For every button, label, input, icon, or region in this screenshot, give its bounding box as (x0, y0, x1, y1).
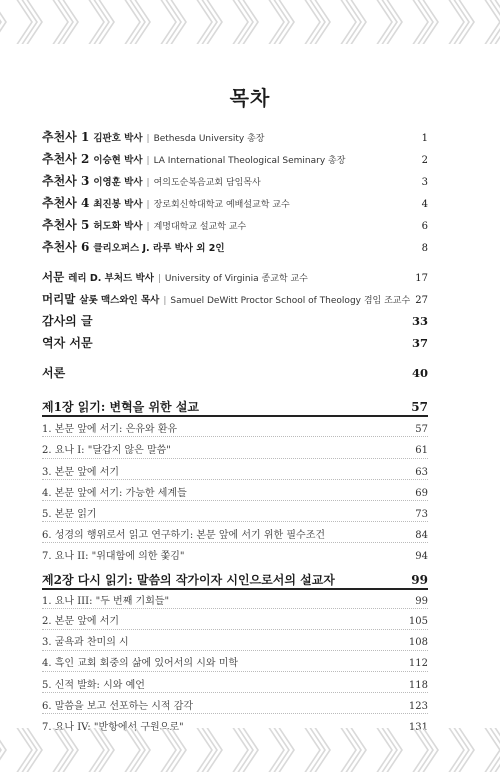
entry-name: 클리오퍼스 J. 라루 박사 외 2인 (93, 243, 225, 254)
subentry-label: 1. 요나 III: "두 번째 기회들" (42, 596, 170, 607)
page-number: 131 (408, 722, 428, 733)
toc-chapter-1[interactable] (42, 398, 428, 415)
separator: | (146, 156, 150, 166)
page-number: 94 (415, 551, 428, 562)
entry-label: 추천사 1 (42, 130, 90, 144)
entry-label: 서론 (42, 366, 66, 380)
page-number: 73 (415, 509, 428, 520)
toc-entry-acknowledgments[interactable] (42, 312, 428, 329)
toc-subentry[interactable] (42, 547, 428, 562)
subentry-label: 6. 성경의 행위로서 읽고 연구하기: 본문 앞에 서기 위한 필수조건 (42, 530, 326, 541)
toc-entry-preface[interactable] (42, 269, 428, 285)
entry-affiliation: Samuel DeWitt Proctor School of Theology 겸임 조교수 (170, 296, 411, 306)
entry-name: 이영훈 박사 (93, 177, 143, 188)
toc-subentry[interactable] (42, 654, 428, 669)
subentry-label: 6. 말씀을 보고 선포하는 시적 감각 (42, 701, 194, 712)
subentry-label: 5. 본문 읽기 (42, 509, 97, 520)
entry-name: 이승현 박사 (93, 155, 143, 166)
page-number: 57 (415, 424, 428, 435)
toc-entry-recommendation-5[interactable] (42, 216, 428, 233)
toc-subentry[interactable] (42, 463, 428, 478)
toc-entry-recommendation-3[interactable] (42, 172, 428, 189)
page-number: 17 (415, 273, 428, 284)
toc-subentry[interactable] (42, 420, 428, 435)
subentry-label: 2. 본문 앞에 서기 (42, 616, 120, 627)
toc-entry-introduction[interactable] (42, 364, 428, 381)
page-number: 37 (411, 336, 428, 350)
decorative-pattern-top (0, 0, 500, 44)
separator: | (146, 178, 150, 188)
separator: | (157, 274, 161, 284)
page-number: 61 (415, 445, 428, 456)
page-number: 1 (421, 133, 428, 144)
dotted-divider (42, 521, 428, 522)
page-number: 63 (415, 467, 428, 478)
chapter-title: 제1장 읽기: 변혁을 위한 설교 (42, 400, 200, 414)
subentry-label: 7. 요나 II: "위대함에 의한 쫓김" (42, 551, 185, 562)
toc-subentry[interactable] (42, 441, 428, 456)
separator: | (146, 134, 150, 144)
subentry-label: 5. 신적 발화: 시와 예언 (42, 680, 145, 691)
entry-affiliation: LA International Theological Seminary 총장 (153, 156, 346, 166)
entry-affiliation: 장로회신학대학교 예배설교학 교수 (153, 200, 290, 210)
page-number: 6 (421, 221, 428, 232)
dotted-divider (42, 650, 428, 651)
page-number: 33 (411, 314, 428, 328)
page-number: 57 (411, 400, 428, 414)
subentry-label: 4. 흑인 교회 회중의 삶에 있어서의 시와 미학 (42, 658, 239, 669)
dotted-divider (42, 479, 428, 480)
separator: | (146, 200, 150, 210)
page-number: 27 (415, 295, 428, 306)
page-number: 4 (421, 199, 428, 210)
entry-affiliation: 여의도순복음교회 담임목사 (153, 178, 261, 188)
page-number: 112 (408, 658, 428, 669)
separator: | (146, 222, 150, 232)
page-number: 8 (421, 243, 428, 254)
subentry-label: 1. 본문 앞에 서기: 은유와 환유 (42, 424, 178, 435)
toc-entry-recommendation-4[interactable] (42, 194, 428, 211)
entry-affiliation: Bethesda University 총장 (153, 134, 265, 144)
page-number: 118 (408, 680, 428, 691)
entry-name: 허도화 박사 (93, 221, 143, 232)
toc-entry-foreword[interactable] (42, 291, 428, 307)
toc-entry-translator-preface[interactable] (42, 334, 428, 351)
entry-name: 김판호 박사 (93, 133, 143, 144)
entry-name: 살롯 맥스와인 목사 (79, 295, 160, 306)
page-number: 3 (421, 177, 428, 188)
page-number: 40 (411, 366, 428, 380)
toc-subentry[interactable] (42, 612, 428, 627)
toc-entry-recommendation-2[interactable] (42, 150, 428, 167)
toc-chapter-2[interactable] (42, 571, 428, 588)
entry-label: 감사의 글 (42, 314, 93, 328)
toc-subentry[interactable] (42, 484, 428, 499)
entry-label: 추천사 2 (42, 152, 90, 166)
chapter-divider (42, 415, 428, 417)
dotted-divider (42, 500, 428, 501)
page-number: 99 (415, 596, 428, 607)
entry-label: 추천사 6 (42, 240, 90, 254)
dotted-divider (42, 608, 428, 609)
page-number: 84 (415, 530, 428, 541)
page-title: 목차 (229, 86, 271, 110)
toc-subentry[interactable] (42, 526, 428, 541)
entry-label: 추천사 5 (42, 218, 90, 232)
page-number: 99 (411, 573, 428, 587)
subentry-label: 2. 요나 I: "달갑지 않은 말씀" (42, 445, 171, 456)
dotted-divider (42, 713, 428, 714)
entry-affiliation: 계명대학교 설교학 교수 (153, 222, 247, 232)
subentry-label: 4. 본문 앞에 서기: 가능한 세계들 (42, 488, 187, 499)
toc-subentry[interactable] (42, 592, 428, 607)
page-number: 69 (415, 488, 428, 499)
dotted-divider (42, 436, 428, 437)
entry-affiliation: University of Virginia 종교학 교수 (164, 274, 308, 284)
entry-label: 추천사 4 (42, 196, 90, 210)
chapter-divider (42, 588, 428, 590)
subentry-label: 7. 요나 IV: "반항에서 구원으로" (42, 722, 184, 733)
page-number: 123 (408, 701, 428, 712)
page-number: 2 (421, 155, 428, 166)
entry-name: 최진봉 박사 (93, 199, 143, 210)
decorative-pattern-bottom (0, 728, 500, 772)
subentry-label: 3. 굴욕과 찬미의 시 (42, 637, 129, 648)
entry-label: 서문 (42, 270, 65, 284)
dotted-divider (42, 629, 428, 630)
toc-subentry[interactable] (42, 676, 428, 691)
page-number: 105 (408, 616, 428, 627)
toc-entry-recommendation-1[interactable] (42, 128, 428, 145)
entry-name: 레리 D. 부처드 박사 (68, 273, 154, 284)
chapter-title: 제2장 다시 읽기: 말씀의 작가이자 시인으로서의 설교자 (42, 573, 335, 587)
toc-entry-recommendation-6[interactable] (42, 238, 428, 255)
dotted-divider (42, 542, 428, 543)
dotted-divider (42, 458, 428, 459)
toc-subentry[interactable] (42, 633, 428, 648)
dotted-divider (42, 671, 428, 672)
entry-label: 역자 서문 (42, 336, 93, 350)
separator: | (163, 296, 167, 306)
subentry-label: 3. 본문 앞에 서기 (42, 467, 120, 478)
entry-label: 머리말 (42, 292, 76, 306)
toc-subentry[interactable] (42, 505, 428, 520)
entry-label: 추천사 3 (42, 174, 90, 188)
page-number: 108 (408, 637, 428, 648)
dotted-divider (42, 692, 428, 693)
toc-subentry[interactable] (42, 697, 428, 712)
